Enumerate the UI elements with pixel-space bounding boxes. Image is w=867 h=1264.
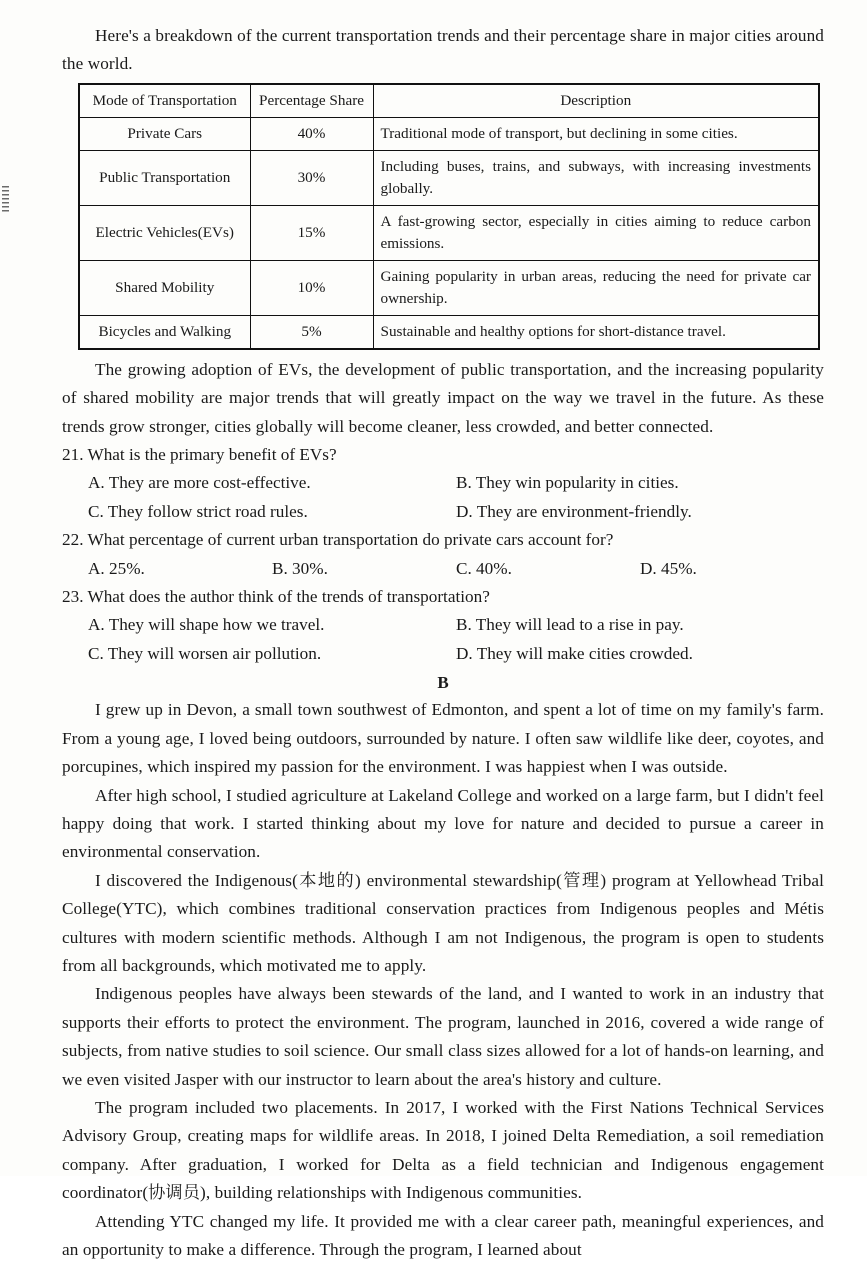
- question-23-option-c[interactable]: C. They will worsen air pollution.: [88, 643, 322, 663]
- question-22-option-a[interactable]: A. 25%.: [88, 558, 145, 578]
- cell-mode: Bicycles and Walking: [79, 315, 250, 349]
- question-23-option-d[interactable]: D. They will make cities crowded.: [456, 643, 693, 663]
- cell-description: A fast-growing sector, especially in cities aiming to reduce carbon emissions.: [373, 205, 819, 260]
- column-header-mode: Mode of Transportation: [79, 84, 250, 118]
- question-21-options-row-2: [62, 498, 824, 526]
- cell-description: Including buses, trains, and subways, with increasing investments globally.: [373, 150, 819, 205]
- section-b-heading: B: [437, 673, 449, 693]
- question-23-options-row-2: [62, 640, 824, 668]
- section-b-paragraph-6: Attending YTC changed my life. It provided me with a clear career path, meaningful experiences, and an opportunity to make a difference. Through the program, I learned about: [62, 1211, 824, 1259]
- cell-share: 10%: [250, 260, 373, 315]
- question-21-option-c[interactable]: C. They follow strict road rules.: [88, 501, 308, 521]
- cell-mode: Private Cars: [79, 117, 250, 150]
- cell-share: 30%: [250, 150, 373, 205]
- question-23-stem: 23. What does the author think of the trends of transportation?: [62, 587, 490, 607]
- question-22-stem: 22. What percentage of current urban transportation do private cars account for?: [62, 530, 614, 550]
- cell-mode: Shared Mobility: [79, 260, 250, 315]
- scan-margin-artifact: [2, 186, 9, 212]
- section-b-paragraph-4: Indigenous peoples have always been stewards of the land, and I wanted to work in an industry that supports their efforts to protect the environment. The program, launched in 2016, covered a wide range of subjects, from native studies to soil science. Our small class sizes allowed for a lot of hands-on learning, and we even visited Jasper with our instructor to learn about the area's history and culture.: [62, 984, 824, 1089]
- table-row: [79, 260, 819, 315]
- cell-share: 5%: [250, 315, 373, 349]
- question-21: [62, 441, 824, 526]
- cell-description: Gaining popularity in urban areas, reducing the need for private car ownership.: [373, 260, 819, 315]
- intro-paragraph: Here's a breakdown of the current transportation trends and their percentage share in major cities around the world.: [62, 26, 824, 74]
- cell-mode: Electric Vehicles(EVs): [79, 205, 250, 260]
- question-21-options-row-1: [62, 469, 824, 497]
- table-row: [79, 150, 819, 205]
- question-23-option-a[interactable]: A. They will shape how we travel.: [88, 615, 325, 635]
- question-22-option-d[interactable]: D. 45%.: [640, 558, 697, 578]
- cell-description: Traditional mode of transport, but declining in some cities.: [373, 117, 819, 150]
- transportation-table-wrapper: [78, 83, 818, 350]
- column-header-description: Description: [373, 84, 819, 118]
- cell-share: 40%: [250, 117, 373, 150]
- section-b-paragraph-3: I discovered the Indigenous(本地的) environmental stewardship(管理) program at Yellowhead Tribal College(YTC), which combines traditional conservation practices from Indigenous peoples and Métis cultures with modern scientific methods. Although I am not Indigenous, the program is open to students from all backgrounds, which motivated me to apply.: [62, 870, 824, 975]
- section-b-paragraph-5: The program included two placements. In 2017, I worked with the First Nations Technical Services Advisory Group, creating maps for wildlife areas. In 2018, I joined Delta Remediation, a soil remediation company. After graduation, I worked for Delta as a field technician and Indigenous engagement coordinator(协调员), building relationships with Indigenous communities.: [62, 1097, 824, 1203]
- transportation-table: [78, 83, 820, 350]
- question-23: [62, 583, 824, 668]
- question-22-options-row-1: [62, 555, 824, 583]
- table-row: [79, 315, 819, 349]
- question-22-option-c[interactable]: C. 40%.: [456, 558, 512, 578]
- column-header-share: Percentage Share: [250, 84, 373, 118]
- page-content: [62, 22, 824, 1264]
- question-22: [62, 526, 824, 583]
- question-21-option-d[interactable]: D. They are environment-friendly.: [456, 501, 692, 521]
- section-b-paragraph-2: After high school, I studied agriculture at Lakeland College and worked on a large farm, but I didn't feel happy doing that work. I started thinking about my love for nature and decided to pursue a career in environmental conservation.: [62, 785, 824, 862]
- table-header-row: [79, 84, 819, 118]
- cell-share: 15%: [250, 205, 373, 260]
- question-23-option-b[interactable]: B. They will lead to a rise in pay.: [456, 615, 684, 635]
- cell-description: Sustainable and healthy options for short-distance travel.: [373, 315, 819, 349]
- question-23-options-row-1: [62, 611, 824, 639]
- trends-paragraph: The growing adoption of EVs, the development of public transportation, and the increasing popularity of shared mobility are major trends that will greatly impact on the way we travel in the future. As these trends grow stronger, cities globally will become cleaner, less crowded, and better connected.: [62, 359, 824, 436]
- table-row: [79, 205, 819, 260]
- question-22-option-b[interactable]: B. 30%.: [272, 558, 328, 578]
- question-21-option-b[interactable]: B. They win popularity in cities.: [456, 473, 679, 493]
- table-row: [79, 117, 819, 150]
- question-21-option-a[interactable]: A. They are more cost-effective.: [88, 473, 311, 493]
- cell-mode: Public Transportation: [79, 150, 250, 205]
- question-21-stem: 21. What is the primary benefit of EVs?: [62, 445, 337, 465]
- section-b-paragraph-1: I grew up in Devon, a small town southwest of Edmonton, and spent a lot of time on my family's farm. From a young age, I loved being outdoors, surrounded by nature. I often saw wildlife like deer, coyotes, and porcupines, which inspired my passion for the environment. I was happiest when I was outside.: [62, 700, 824, 777]
